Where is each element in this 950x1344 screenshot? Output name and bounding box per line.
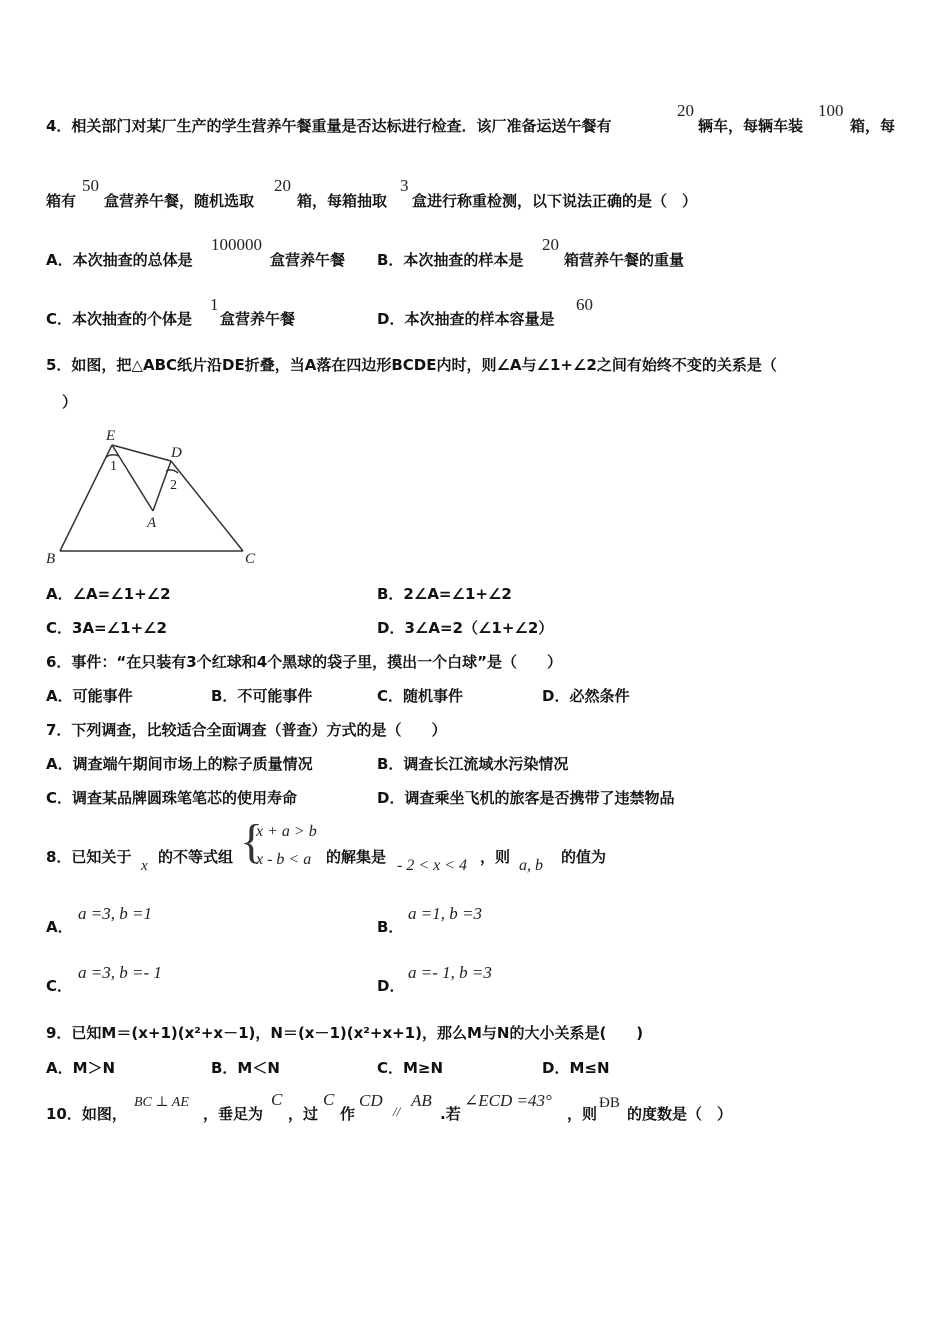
- q7-option-b: B．调查长江流域水污染情况: [377, 755, 569, 773]
- q4-option-b-tail: 箱营养午餐的重量: [564, 251, 685, 269]
- q4-stem-line1-c: 箱，每: [850, 117, 896, 135]
- q4-option-a-number: 100000: [211, 235, 262, 254]
- q4-stem-line2-d: 盒进行称重检测，以下说法正确的是（ ）: [412, 192, 698, 210]
- q8-option-a-label: A．: [46, 918, 73, 936]
- q4-stem-line1-b: 辆车，每辆车装: [698, 117, 804, 135]
- q10-stem-a: 10．如图，: [46, 1105, 127, 1123]
- q9-stem: 9．已知M＝(x+1)(x²+x－1)，N＝(x－1)(x²+x+1)，那么M与N的大小关系是( ): [46, 1024, 644, 1042]
- q8-inequality-2: x - b < a: [256, 851, 312, 868]
- q6-option-a: A．可能事件: [46, 687, 133, 705]
- figure-label-b: B: [46, 551, 56, 567]
- q4-option-b: B．本次抽查的样本是: [377, 251, 524, 269]
- q4-option-c: C．本次抽查的个体是: [46, 310, 193, 328]
- q4-stem-line2-c: 箱，每箱抽取: [297, 192, 388, 210]
- q7-option-d: D．调查乘坐飞机的旅客是否携带了违禁物品: [377, 789, 675, 807]
- q10-angle-b: ÐB: [599, 1095, 620, 1111]
- q8-stem-b: 的不等式组: [158, 848, 234, 866]
- q8-option-d-math: a =- 1, b =3: [408, 963, 492, 982]
- q10-segment-cd: CD: [359, 1091, 383, 1110]
- q10-stem-f: ，则: [567, 1105, 598, 1123]
- q8-solution: - 2 < x < 4: [397, 857, 468, 874]
- q5-stem-end: ）: [62, 393, 78, 411]
- q6-option-b: B．不可能事件: [211, 687, 313, 705]
- q6-option-c: C．随机事件: [377, 687, 464, 705]
- figure-label-d: D: [171, 445, 182, 461]
- q9-option-d: D．M≤N: [542, 1059, 610, 1077]
- q10-parallel: //: [393, 1104, 401, 1119]
- q5-triangle-figure: [40, 425, 270, 570]
- q8-option-a-math: a =3, b =1: [78, 904, 152, 923]
- q4-number-trucks: 20: [677, 101, 694, 120]
- q5-stem: 5．如图，把△ABC纸片沿DE折叠，当A落在四边形BCDE内时，则∠A与∠1+∠2之间有始终不变的关系是（: [46, 356, 777, 374]
- q4-option-b-number: 20: [542, 235, 559, 254]
- q4-stem-line1-a: 4．相关部门对某厂生产的学生营养午餐重量是否达标进行检查．该厂准备运送午餐有: [46, 117, 612, 135]
- q10-point-c: C: [271, 1090, 283, 1109]
- q10-stem-d: 作: [340, 1105, 356, 1123]
- q10-segment-ab: AB: [411, 1091, 432, 1110]
- q5-option-d: D．3∠A=2（∠1+∠2）: [377, 619, 554, 637]
- q10-perpendicular: BC ⊥ AE: [134, 1095, 189, 1110]
- q8-option-c-label: C．: [46, 977, 73, 995]
- q4-stem-line2-a: 箱有: [46, 192, 77, 210]
- q10-stem-c: ，过: [288, 1105, 319, 1123]
- q6-option-d: D．必然条件: [542, 687, 630, 705]
- q5-option-b: B．2∠A=∠1+∠2: [377, 585, 512, 603]
- figure-label-angle-2: 2: [170, 478, 177, 493]
- q8-stem-a: 8．已知关于: [46, 848, 132, 866]
- figure-label-a: A: [147, 515, 157, 531]
- q9-option-a: A．M＞N: [46, 1059, 116, 1077]
- q9-option-c: C．M≥N: [377, 1059, 444, 1077]
- q8-stem-d: ，则: [480, 848, 511, 866]
- q4-option-c-tail: 盒营养午餐: [220, 310, 296, 328]
- q8-option-b-label: B．: [377, 918, 404, 936]
- figure-label-e: E: [106, 428, 116, 444]
- q8-inequality-1: x + a > b: [256, 823, 317, 840]
- q10-angle-ecd: ∠ECD =43°: [464, 1091, 552, 1110]
- q4-option-c-number: 1: [210, 295, 219, 314]
- q7-option-a: A．调查端午期间市场上的粽子质量情况: [46, 755, 313, 773]
- q8-option-c-math: a =3, b =- 1: [78, 963, 162, 982]
- q4-number-boxes: 100: [818, 101, 844, 120]
- q8-var-x: x: [141, 858, 148, 874]
- figure-label-angle-1: 1: [110, 459, 117, 474]
- q8-stem-e: 的值为: [561, 848, 607, 866]
- q4-number-meals: 50: [82, 176, 99, 195]
- q4-option-d-number: 60: [576, 295, 593, 314]
- q8-option-b-math: a =1, b =3: [408, 904, 482, 923]
- q4-number-sample: 3: [400, 176, 409, 195]
- q10-stem-e: .若: [440, 1105, 461, 1123]
- q4-option-d: D．本次抽查的样本容量是: [377, 310, 555, 328]
- q5-option-a: A．∠A=∠1+∠2: [46, 585, 171, 603]
- q10-point-c2: C: [323, 1090, 335, 1109]
- q6-stem: 6．事件：“在只装有3个红球和4个黑球的袋子里，摸出一个白球”是（ ）: [46, 653, 563, 671]
- q4-stem-line2-b: 盒营养午餐，随机选取: [104, 192, 255, 210]
- q8-option-d-label: D．: [377, 977, 405, 995]
- q5-option-c: C．3A=∠1+∠2: [46, 619, 167, 637]
- q4-option-a-tail: 盒营养午餐: [270, 251, 346, 269]
- q9-option-b: B．M＜N: [211, 1059, 280, 1077]
- q10-stem-g: 的度数是（ ）: [627, 1105, 733, 1123]
- q8-stem-c: 的解集是: [326, 848, 387, 866]
- q4-option-a: A．本次抽查的总体是: [46, 251, 193, 269]
- q7-option-c: C．调查某品牌圆珠笔笔芯的使用寿命: [46, 789, 298, 807]
- q8-vars-ab: a, b: [519, 857, 543, 874]
- figure-label-c: C: [245, 551, 256, 567]
- q4-number-pick: 20: [274, 176, 291, 195]
- q7-stem: 7．下列调查，比较适合全面调查（普查）方式的是（ ）: [46, 721, 447, 739]
- q8-system-brace: {: [240, 815, 264, 868]
- q10-stem-b: ，垂足为: [203, 1105, 264, 1123]
